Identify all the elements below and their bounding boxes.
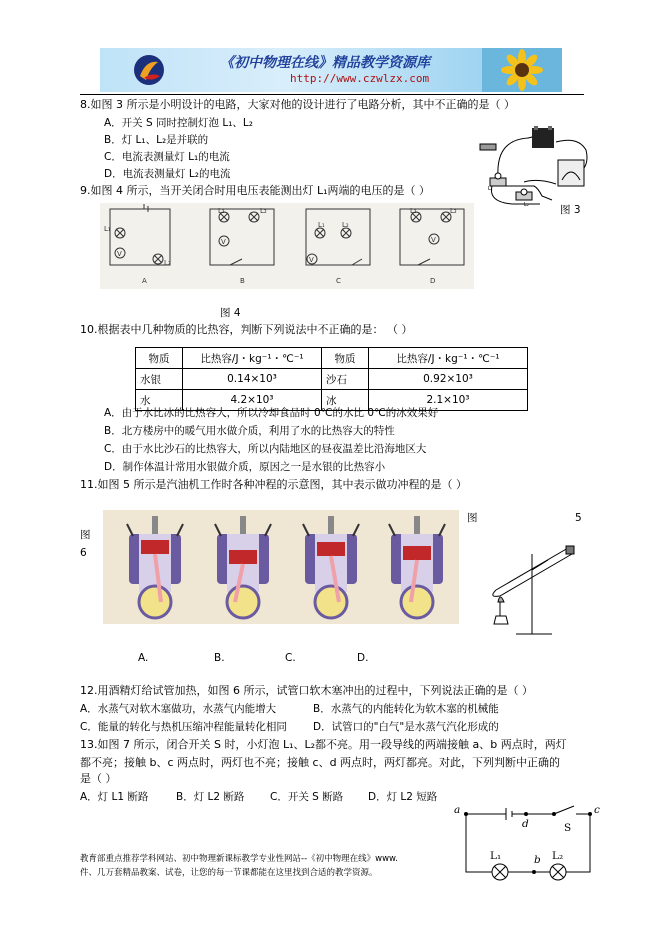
svg-text:B: B (240, 277, 245, 285)
footer-line-2: 件、几万套精品教案、试卷，让您的每一节课都能在这里找到合适的教学资源。 (80, 868, 378, 878)
header-rule (80, 94, 584, 95)
q9-stem: 9.如图 4 所示，当开关闭合时用电压表能测出灯 L₁两端的电压的是（ ） (80, 184, 431, 197)
table-cell: 4.2×10³ (183, 390, 322, 411)
figure-6-label-top: 图 (80, 529, 91, 541)
point-c-label: c (594, 804, 600, 816)
q12-option-c: C．能量的转化与热机压缩冲程能量转化相同 (80, 721, 287, 733)
q10-option-b: B．北方楼房中的暖气用水做介质，利用了水的比热容大的特性 (104, 425, 395, 437)
q8-option-d: D．电流表测量灯 L₂的电流 (104, 168, 231, 180)
q10-option-d: D．制作体温计常用水银做介质，原因之一是水银的比热容小 (104, 461, 386, 473)
figure-3-circuit (478, 126, 590, 208)
table-cell: 沙石 (322, 369, 369, 390)
svg-text:C: C (336, 277, 341, 285)
svg-text:V: V (221, 238, 226, 246)
table-cell: 0.92×10³ (369, 369, 528, 390)
svg-text:D: D (430, 277, 436, 285)
table-row (136, 369, 528, 390)
header-banner (100, 48, 562, 92)
q13-line-2: 都不亮；接触 b、c 两点时，两灯也不亮；接触 c、d 两点时，两灯都亮。对此，下列判断中正确的 (80, 756, 561, 769)
svg-text:A: A (142, 277, 147, 285)
figure-5-label-right: 5 (575, 512, 582, 524)
svg-text:L₁: L₁ (218, 207, 225, 215)
q8-option-b: B．灯 L₁、L₂是并联的 (104, 134, 209, 146)
footer-line-1: 教育部重点推荐学科网站、初中物理新课标教学专业性网站--《初中物理在线》www. (80, 854, 398, 864)
svg-text:L₂: L₂ (524, 202, 529, 208)
point-b-label: b (534, 854, 541, 866)
table-cell: 水银 (136, 369, 183, 390)
figure-6-label-bottom: 6 (80, 547, 87, 559)
svg-text:L₂: L₂ (450, 207, 457, 215)
svg-text:V: V (431, 236, 436, 244)
svg-text:L₁: L₁ (410, 207, 417, 215)
q13-option-b: B．灯 L2 断路 (176, 791, 245, 803)
sunflower-icon (482, 48, 562, 92)
lamp-l2-label: L₂ (552, 850, 564, 862)
q13-line-1: 13.如图 7 所示，闭合开关 S 时，小灯泡 L₁、L₂都不亮。用一段导线的两端接触 a、b 两点时，两灯 (80, 738, 567, 751)
svg-text:L₁: L₁ (488, 186, 493, 192)
banner-url[interactable]: http://www.czwlzx.com (290, 72, 430, 85)
svg-text:V: V (117, 250, 122, 258)
figure-5-label-left: 图 (467, 512, 478, 524)
q10-option-a: A．由于水比冰的比热容大，所以冷却食品时 0℃的水比 0℃的冰效果好 (104, 407, 439, 419)
q11-option-a: A. (138, 652, 149, 664)
q12-option-d: D．试管口的"白气"是水蒸气汽化形成的 (313, 721, 499, 733)
lamp-l1-label: L₁ (490, 850, 502, 862)
svg-text:L₁: L₁ (104, 225, 111, 233)
point-d-label: d (522, 818, 529, 830)
table-cell: 水 (136, 390, 183, 411)
q13-option-d: D．灯 L2 短路 (368, 791, 438, 803)
q12-stem: 12.用酒精灯给试管加热，如图 6 所示，试管口软木塞冲出的过程中，下列说法正确的是（ ） (80, 684, 533, 697)
figure-3-label: 图 3 (560, 204, 581, 216)
q11-stem: 11.如图 5 所示是汽油机工作时各种冲程的示意图，其中表示做功冲程的是（ ） (80, 478, 467, 491)
q11-option-b: B. (214, 652, 225, 664)
q12-option-a: A．水蒸气对软木塞做功，水蒸气内能增大 (80, 703, 277, 715)
banner-title: 《初中物理在线》精品教学资源库 (220, 55, 430, 71)
table-header-cell: 比热容/J・kg⁻¹・℃⁻¹ (183, 348, 322, 369)
svg-text:L₂: L₂ (164, 259, 171, 267)
figure-7-labels (452, 800, 602, 890)
q10-stem: 10.根据表中几种物质的比热容，判断下列说法中不正确的是： （ ） (80, 323, 413, 336)
table-cell: 2.1×10³ (369, 390, 528, 411)
table-header-cell: 比热容/J・kg⁻¹・℃⁻¹ (369, 348, 528, 369)
figure-4-label: 图 4 (220, 307, 241, 319)
q11-option-d: D. (357, 652, 369, 664)
q8-stem: 8.如图 3 所示是小明设计的电路，大家对他的设计进行了电路分析，其中不正确的是（ ） (80, 98, 515, 111)
table-cell: 0.14×10³ (183, 369, 322, 390)
site-logo-icon (132, 54, 166, 86)
table-cell: 冰 (322, 390, 369, 411)
q8-option-c: C．电流表测量灯 L₁的电流 (104, 151, 230, 163)
q13-option-a: A．灯 L1 断路 (80, 791, 149, 803)
svg-text:L₂: L₂ (342, 221, 349, 229)
q13-option-c: C．开关 S 断路 (270, 791, 344, 803)
figure-test-tube-heating (476, 526, 580, 638)
table-header-cell: 物质 (136, 348, 183, 369)
switch-s-label: S (564, 822, 572, 834)
point-a-label: a (454, 804, 461, 816)
q13-line-3: 是（ ） (80, 772, 117, 785)
specific-heat-table (135, 347, 528, 411)
figure-engine-strokes (103, 510, 459, 624)
q8-option-a: A．开关 S 同时控制灯泡 L₁、L₂ (104, 117, 253, 129)
q11-option-c: C. (285, 652, 296, 664)
figure-4-circuits (100, 203, 474, 289)
table-header-row (136, 348, 528, 369)
q12-option-b: B．水蒸气的内能转化为软木塞的机械能 (313, 703, 499, 715)
svg-text:L₂: L₂ (260, 207, 267, 215)
table-header-cell: 物质 (322, 348, 369, 369)
q10-option-c: C．由于水比沙石的比热容大，所以内陆地区的昼夜温差比沿海地区大 (104, 443, 427, 455)
svg-text:L₁: L₁ (318, 221, 325, 229)
svg-text:V: V (309, 256, 314, 264)
